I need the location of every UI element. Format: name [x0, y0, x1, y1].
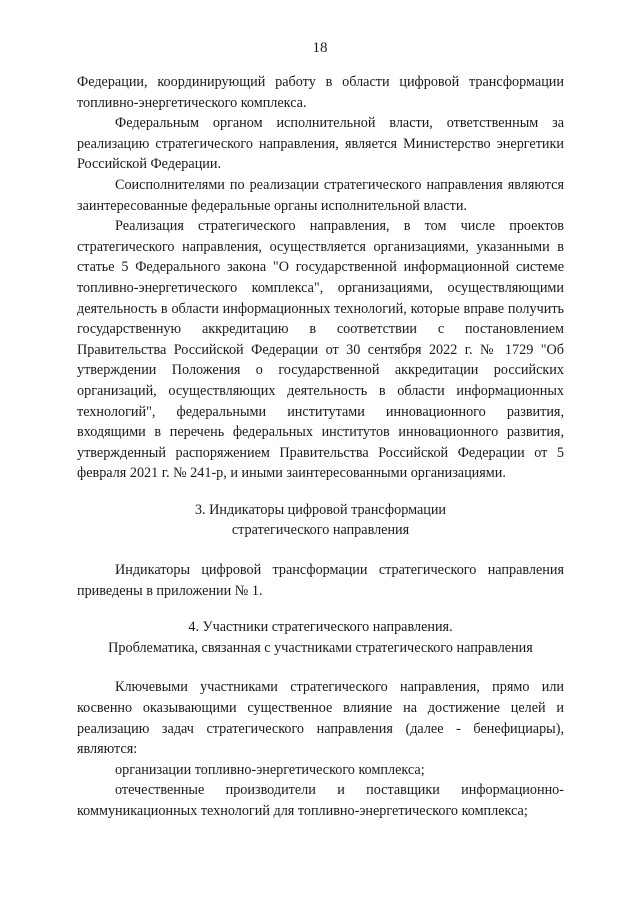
section-3-heading-line2: стратегического направления — [231, 522, 410, 539]
page-number: 18 — [312, 40, 328, 56]
paragraph-indicators: Индикаторы цифровой трансформации стратегического направления приведены в приложении № 1. — [77, 562, 564, 599]
paragraph-co-executors: Соисполнителями по реализации стратегического направления являются заинтересованные федеральные органы исполнительной власти. — [77, 176, 564, 214]
section-4-heading-line1: 4. Участники стратегического направления. — [188, 619, 453, 636]
paragraph-responsible-body: Федеральным органом исполнительной власти, ответственным за реализацию стратегического направления, является Министерство энергетики Российской Федерации. — [77, 115, 564, 173]
paragraph-continuation: Федерации, координирующий работу в области цифровой трансформации топливно-энергетического комплекса. — [77, 74, 564, 111]
paragraph-key-participants: Ключевыми участниками стратегического направления, прямо или косвенно оказывающими существенное влияние на достижение целей и реализацию задач стратегического направления (далее - бенефициары), являются: — [77, 679, 564, 758]
section-4-heading-line2: Проблематика, связанная с участниками стратегического направления — [108, 639, 533, 656]
paragraph-implementation: Реализация стратегического направления, в том числе проектов стратегического направления, осуществляется организациями, указанными в статье 5 Федерального закона "О государственной информационной системе топливно-энергетического комплекса", организациями, осуществляющими деятельность в области информационных технологий, которые вправе получить государственную аккредитацию в соответствии с постановлением Правительства Российской Федерации от 30 сентября 2022 г. № 1729 "Об утверждении Положения о государственной аккредитации российских организаций, осуществляющих деятельность в области информационных технологий", федеральными институтами инновационного развития, входящими в перечень федеральных институтов инновационного развития, утвержденный распоряжением Правительства Российской Федерации от 5 февраля 2021 г. № 241-р, и иными заинтересованными организациями. — [77, 218, 564, 482]
list-item-ict-producers: отечественные производители и поставщики информационно-коммуникационных технологий для топливно-энергетического комплекса; — [77, 782, 564, 819]
document-body — [77, 72, 564, 822]
section-3-heading-line1: 3. Индикаторы цифровой трансформации — [194, 501, 447, 518]
list-item-fuel-energy-orgs: организации топливно-энергетического комплекса; — [115, 761, 425, 778]
